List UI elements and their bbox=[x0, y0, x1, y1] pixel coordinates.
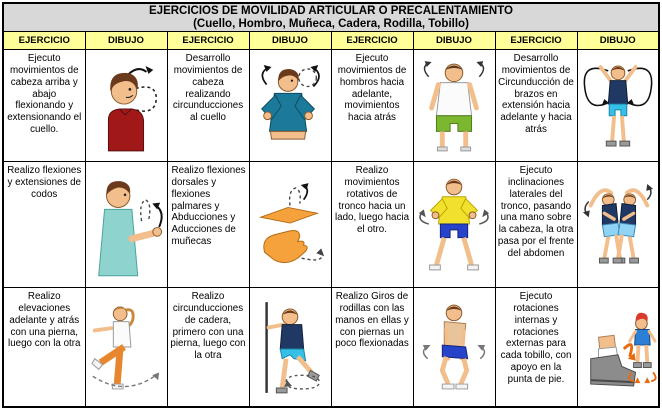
column-header-ejercicio-4: EJERCICIO bbox=[495, 32, 577, 50]
exercise-cell bbox=[167, 162, 249, 288]
drawing-cell bbox=[85, 162, 167, 288]
drawing-cell bbox=[85, 288, 167, 407]
exercise-cell bbox=[3, 162, 85, 288]
exercise-cell bbox=[331, 162, 413, 288]
column-header-ejercicio-2: EJERCICIO bbox=[167, 32, 249, 50]
title-row bbox=[3, 3, 659, 32]
drawing-cell bbox=[577, 162, 659, 288]
exercise-text: Desarrollo movimientos de Circunducción de brazos en extensión hacia adelante y hacia atrás bbox=[498, 53, 574, 135]
exercise-cell bbox=[167, 50, 249, 162]
wrist-flexion-drawing-icon bbox=[251, 173, 329, 277]
side-bend-drawing-icon bbox=[579, 173, 657, 277]
arm-circles-drawing-icon bbox=[579, 56, 657, 156]
exercise-cell bbox=[3, 288, 85, 407]
elbow-flexion-drawing-icon bbox=[87, 169, 165, 281]
table-row bbox=[3, 288, 659, 407]
exercise-cell bbox=[3, 50, 85, 162]
shoulder-rolls-drawing-icon bbox=[415, 56, 493, 156]
drawing-cell bbox=[249, 162, 331, 288]
exercise-text: Realizo flexiones dorsales y flexiones palmares y Abducciones y Aducciones de muñecas bbox=[171, 165, 246, 247]
neck-circumduction-drawing-icon bbox=[251, 57, 329, 155]
exercise-text: Realizo movimientos rotativos de tronco hacia un lado, luego hacia el otro. bbox=[334, 165, 410, 236]
drawing-cell bbox=[413, 162, 495, 288]
exercise-text: Ejecuto rotaciones internas y rotaciones externas para cada tobillo, con apoyo en la punta de pie. bbox=[500, 291, 572, 385]
column-header-ejercicio-3: EJERCICIO bbox=[331, 32, 413, 50]
column-header-ejercicio-1: EJERCICIO bbox=[3, 32, 85, 50]
exercise-cell bbox=[331, 50, 413, 162]
exercise-cell bbox=[495, 50, 577, 162]
head-flexion-drawing-icon bbox=[87, 57, 165, 155]
exercise-text: Realizo circunducciones de cadera, primero con una pierna, luego con la otra bbox=[170, 291, 246, 362]
title-band bbox=[3, 3, 659, 32]
exercise-text: Realizo Giros de rodillas con las manos en ellas y con piernas un poco flexionadas bbox=[335, 291, 409, 350]
exercise-cell bbox=[495, 288, 577, 407]
page-subtitle: (Cuello, Hombro, Muñeca, Cadera, Rodilla, Tobillo) bbox=[193, 17, 469, 30]
drawing-cell bbox=[413, 50, 495, 162]
exercise-text: Desarrollo movimientos de cabeza realizando circunducciones al cuello bbox=[172, 53, 244, 124]
exercise-text: Realizo elevaciones adelante y atrás con una pierna, luego con la otra bbox=[8, 291, 81, 350]
column-header-dibujo-3: DIBUJO bbox=[413, 32, 495, 50]
column-header-dibujo-4: DIBUJO bbox=[577, 32, 659, 50]
drawing-cell bbox=[249, 288, 331, 407]
drawing-cell bbox=[85, 50, 167, 162]
ankle-rotation-drawing-icon bbox=[579, 293, 657, 401]
column-header-dibujo-1: DIBUJO bbox=[85, 32, 167, 50]
exercise-cell bbox=[495, 162, 577, 288]
trunk-rotation-drawing-icon bbox=[415, 168, 493, 282]
drawing-cell bbox=[413, 288, 495, 407]
table-row bbox=[3, 50, 659, 162]
hip-circumduction-drawing-icon bbox=[251, 293, 329, 401]
exercise-text: Realizo flexiones y extensiones de codos bbox=[7, 165, 82, 200]
drawing-cell bbox=[577, 50, 659, 162]
exercise-cell bbox=[331, 288, 413, 407]
leg-swing-drawing-icon bbox=[87, 293, 165, 401]
column-header-row bbox=[3, 32, 659, 50]
exercise-text: Ejecuto movimientos de hombros hacia adelante, movimientos hacia atrás bbox=[337, 53, 407, 124]
column-header-dibujo-2: DIBUJO bbox=[249, 32, 331, 50]
table-row bbox=[3, 162, 659, 288]
knee-circles-drawing-icon bbox=[415, 293, 493, 401]
exercise-cell bbox=[167, 288, 249, 407]
drawing-cell bbox=[577, 288, 659, 407]
drawing-cell bbox=[249, 50, 331, 162]
exercise-text: Ejecuto movimientos de cabeza arriba y abajo flexionando y extensionando el cuello. bbox=[7, 53, 82, 135]
page-title: EJERCICIOS DE MOVILIDAD ARTICULAR O PRECALENTAMIENTO bbox=[149, 5, 513, 17]
exercise-text: Ejecuto inclinaciones laterales del tronco, pasando una mano sobre la cabeza, la otra pasa por el frente del abdomen bbox=[497, 165, 575, 259]
exercise-table bbox=[2, 2, 660, 408]
